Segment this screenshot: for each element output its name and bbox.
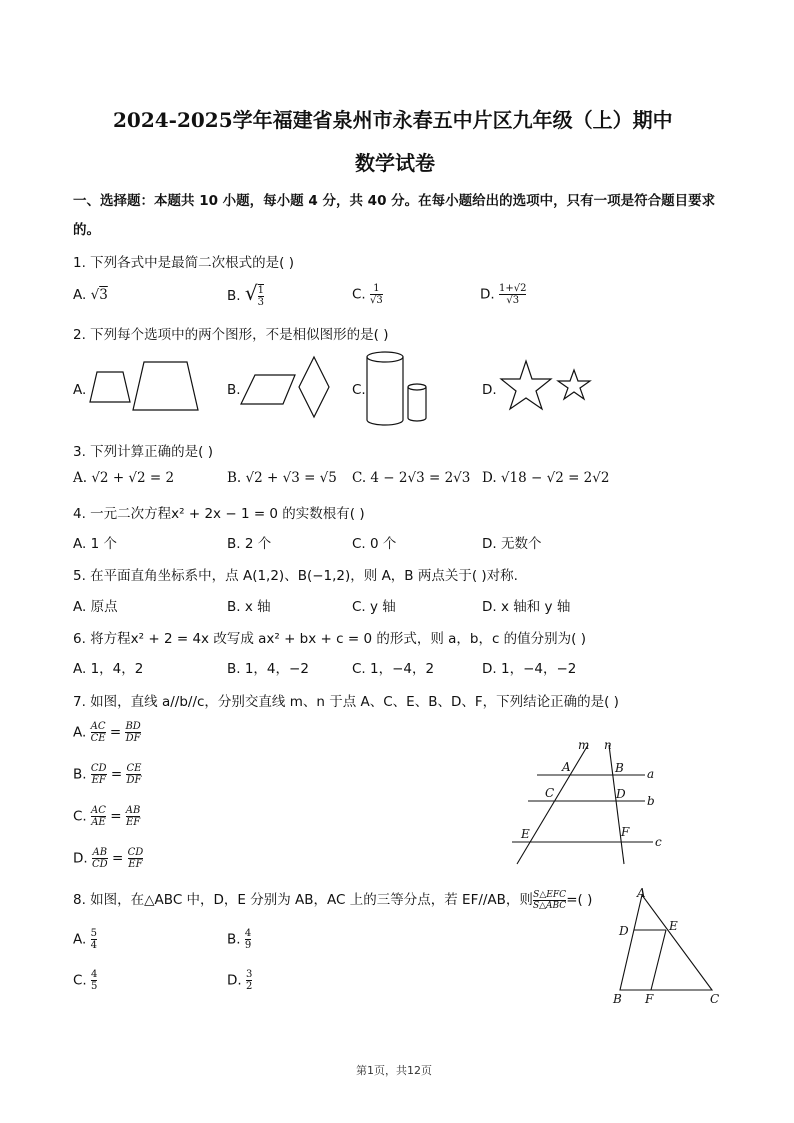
- q2-option-b-label[interactable]: B.: [227, 382, 241, 398]
- section-header: 一、选择题：本题共 10 小题，每小题 4 分，共 40 分。在每小题给出的选项中，只有一项是符合题目要求: [73, 193, 716, 209]
- q7-label-b: b: [647, 794, 655, 808]
- q8-label-B: B: [613, 992, 622, 1006]
- q7-option-c[interactable]: C. $\frac{AC}{AE}$ = $\frac{AB}{EF}$: [73, 805, 141, 828]
- q7-option-d[interactable]: D. $\frac{AB}{CD}$ = $\frac{CD}{EF}$: [73, 847, 144, 870]
- q1-option-c[interactable]: C. $\frac{1}{√3}$: [352, 283, 383, 306]
- q3-option-d[interactable]: D. √18 − √2 = 2√2: [482, 470, 610, 486]
- q7-label-a: a: [647, 767, 655, 781]
- q6-option-a[interactable]: A. 1，4，2: [73, 661, 144, 677]
- q8-segment-ef: [651, 930, 666, 990]
- q8-label-A: A: [637, 886, 646, 900]
- q5-option-b[interactable]: B. x 轴: [227, 599, 271, 615]
- q1-option-d[interactable]: D. $\frac{1+√2}{√3}$: [480, 283, 527, 306]
- q8-label-E: E: [669, 919, 678, 933]
- q7-label-B: B: [615, 761, 624, 775]
- q2-c-small-cylinder: [408, 384, 426, 421]
- q2-option-a-label[interactable]: A.: [73, 382, 87, 398]
- title-line-2: 数学试卷: [355, 151, 435, 175]
- q7-option-b[interactable]: B. $\frac{CD}{EF}$ = $\frac{CE}{DF}$: [73, 763, 142, 786]
- q2-option-d-label[interactable]: D.: [482, 382, 497, 398]
- q7-label-c: c: [655, 835, 662, 849]
- q2-d-large-star: [501, 361, 551, 409]
- q4-option-a[interactable]: A. 1 个: [73, 536, 117, 552]
- q7-label-C: C: [545, 786, 555, 800]
- q7-label-A: A: [562, 760, 571, 774]
- q6-stem: 6. 将方程x² + 2 = 4x 改写成 ax² + bx + c = 0 的形式，则 a，b，c 的值分别为( ): [73, 631, 586, 647]
- q8-option-a[interactable]: A. $\frac{5}{4}$: [73, 928, 97, 951]
- q5-option-d[interactable]: D. x 轴和 y 轴: [482, 599, 571, 615]
- q2-a-small-trapezoid: [90, 372, 130, 402]
- q8-triangle-abc: [620, 895, 712, 990]
- q1-stem: 1. 下列各式中是最简二次根式的是( ): [73, 255, 294, 271]
- section-header-cont: 的。: [73, 222, 100, 238]
- q7-label-E: E: [521, 827, 530, 841]
- q5-stem: 5. 在平面直角坐标系中，点 A(1,2)、B(−1,2)，则 A，B 两点关于( )对称.: [73, 568, 518, 584]
- q2-b-parallelogram: [241, 375, 295, 404]
- q2-figures: [0, 340, 620, 430]
- q2-a-large-trapezoid: [133, 362, 198, 410]
- page-footer: 第1页，共12页: [356, 1064, 432, 1077]
- q2-stem: 2. 下列每个选项中的两个图形，不是相似图形的是( ): [73, 327, 389, 343]
- q3-option-b[interactable]: B. √2 + √3 = √5: [227, 470, 337, 486]
- q8-stem: 8. 如图，在△ABC 中，D，E 分别为 AB，AC 上的三等分点，若 EF//AB，则 S△EFC S△ABC =( ): [73, 889, 593, 911]
- q7-figure: [500, 735, 670, 870]
- q3-option-c[interactable]: C. 4 − 2√3 = 2√3: [352, 470, 471, 486]
- q2-option-c-label[interactable]: C.: [352, 382, 366, 398]
- q7-stem: 7. 如图，直线 a//b//c，分别交直线 m、n 于点 A、C、E、B、D、F，下列结论正确的是( ): [73, 694, 619, 710]
- q3-stem: 3. 下列计算正确的是( ): [73, 444, 213, 460]
- q8-label-F: F: [645, 992, 654, 1006]
- q3-option-a[interactable]: A. √2 + √2 = 2: [73, 470, 175, 486]
- q1-option-b[interactable]: B. √ $\frac{1}{3}$: [227, 281, 264, 308]
- q6-option-c[interactable]: C. 1，−4，2: [352, 661, 435, 677]
- q8-label-D: D: [619, 924, 629, 938]
- title-line-1: 2024-2025学年福建省泉州市永春五中片区九年级（上）期中: [113, 108, 673, 132]
- q7-label-n: n: [604, 738, 612, 752]
- q2-b-rhombus: [299, 357, 329, 417]
- q8-label-C: C: [710, 992, 720, 1006]
- q4-option-d[interactable]: D. 无数个: [482, 536, 542, 552]
- q4-stem: 4. 一元二次方程x² + 2x − 1 = 0 的实数根有( ): [73, 506, 365, 522]
- q2-d-small-star: [558, 370, 590, 399]
- q7-label-F: F: [621, 825, 630, 839]
- q8-figure: [600, 880, 730, 1010]
- q8-option-b[interactable]: B. $\frac{4}{9}$: [227, 928, 252, 951]
- q7-line-m: [517, 745, 588, 864]
- q5-option-a[interactable]: A. 原点: [73, 599, 118, 615]
- q7-label-D: D: [616, 787, 626, 801]
- q7-option-a[interactable]: A. $\frac{AC}{CE}$ = $\frac{BD}{DF}$: [73, 721, 141, 744]
- q1-option-a[interactable]: A. √3: [73, 287, 108, 303]
- q4-option-b[interactable]: B. 2 个: [227, 536, 272, 552]
- q4-option-c[interactable]: C. 0 个: [352, 536, 397, 552]
- q7-label-m: m: [578, 738, 590, 752]
- q5-option-c[interactable]: C. y 轴: [352, 599, 396, 615]
- q6-option-d[interactable]: D. 1，−4，−2: [482, 661, 577, 677]
- q6-option-b[interactable]: B. 1，4，−2: [227, 661, 309, 677]
- q8-option-d[interactable]: D. $\frac{3}{2}$: [227, 969, 253, 992]
- q8-option-c[interactable]: C. $\frac{4}{5}$: [73, 969, 98, 992]
- q2-c-large-cylinder: [367, 352, 403, 425]
